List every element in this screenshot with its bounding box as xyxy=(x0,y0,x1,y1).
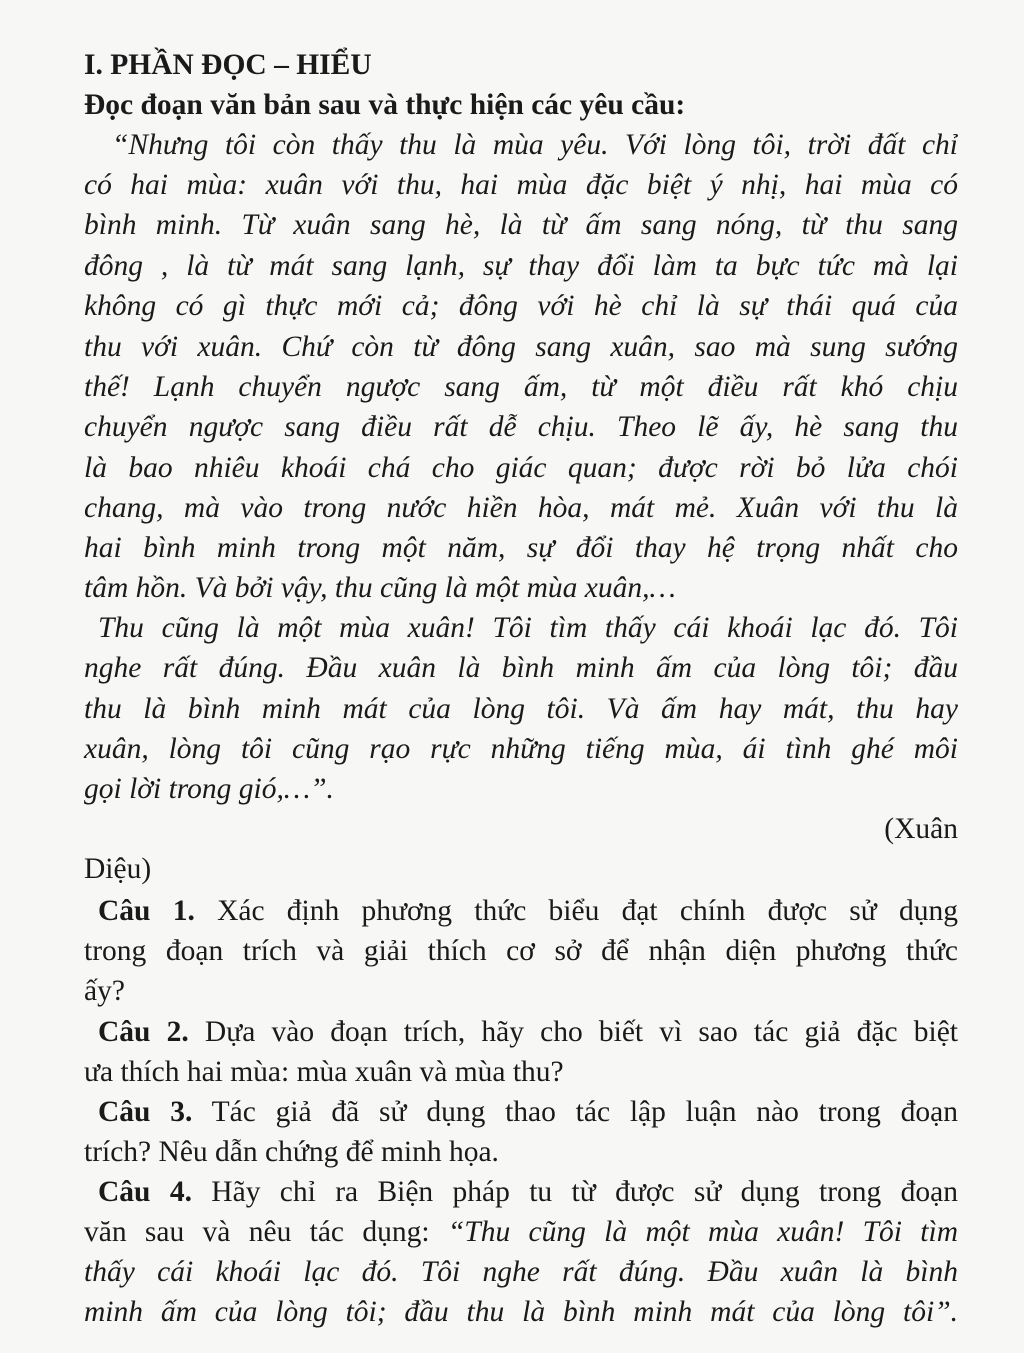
quoted-text: “Thu cũng là một mùa xuân! Tôi tìm xyxy=(447,1216,959,1248)
passage-line: thế! Lạnh chuyển ngược sang ấm, từ một điều rất khó chịu xyxy=(84,371,958,403)
question-3 xyxy=(98,1093,958,1131)
question-line: thấy cái khoái lạc đó. Tôi nghe rất đúng. Đầu xuân là bình xyxy=(84,1256,958,1288)
passage-line: tâm hồn. Và bởi vậy, thu cũng là một mùa xuân,… xyxy=(84,572,676,604)
passage-line: bình minh. Từ xuân sang hè, là từ ấm sang nóng, từ thu sang xyxy=(84,209,958,241)
passage-line: chuyển ngược sang điều rất dễ chịu. Theo lẽ ấy, hè sang thu xyxy=(84,411,958,443)
passage-line: chang, mà vào trong nước hiền hòa, mát mẻ. Xuân với thu là xyxy=(84,492,958,524)
question-label: Câu 4. xyxy=(98,1176,192,1208)
question-1 xyxy=(98,892,958,930)
attribution-author: (Xuân xyxy=(884,813,958,845)
question-text: Dựa vào đoạn trích, hãy cho biết vì sao tác giả đặc biệt xyxy=(188,1016,959,1048)
passage-line: là bao nhiêu khoái chá cho giác quan; được rời bỏ lửa chói xyxy=(84,452,958,484)
passage-line: thu với xuân. Chứ còn từ đông sang xuân, sao mà sung sướng xyxy=(84,331,958,363)
question-2 xyxy=(98,1013,958,1051)
passage-line: có hai mùa: xuân với thu, hai mùa đặc biệt ý nhị, hai mùa có xyxy=(84,169,958,201)
passage-line: thu là bình minh mát của lòng tôi. Và ấm hay mát, thu hay xyxy=(84,693,958,725)
question-line xyxy=(84,1213,958,1251)
section-title: I. PHẦN ĐỌC – HIỂU xyxy=(84,49,372,81)
question-label: Câu 3. xyxy=(98,1096,193,1128)
passage-line: đông , là từ mát sang lạnh, sự thay đổi làm ta bực tức mà lại xyxy=(84,250,958,282)
question-line: ưa thích hai mùa: mùa xuân và mùa thu? xyxy=(84,1056,564,1088)
passage-line: gọi lời trong gió,…”. xyxy=(84,773,334,805)
passage-line: hai bình minh trong một năm, sự đổi thay hệ trọng nhất cho xyxy=(84,532,958,564)
question-label: Câu 2. xyxy=(98,1016,189,1048)
passage-line: “Nhưng tôi còn thấy thu là mùa yêu. Với lòng tôi, trời đất chỉ xyxy=(112,129,958,161)
question-text: văn sau và nêu tác dụng: xyxy=(84,1216,448,1248)
question-line: trong đoạn trích và giải thích cơ sở để nhận diện phương thức xyxy=(84,935,958,967)
question-text: Hãy chỉ ra Biện pháp tu từ được sử dụng trong đoạn xyxy=(191,1176,959,1208)
question-text: Tác giả đã sử dụng thao tác lập luận nào trong đoạn xyxy=(192,1096,958,1128)
question-text: Xác định phương thức biểu đạt chính được sử dụng xyxy=(194,895,958,927)
question-label: Câu 1. xyxy=(98,895,195,927)
instruction: Đọc đoạn văn bản sau và thực hiện các yêu cầu: xyxy=(84,89,686,121)
passage-line: nghe rất đúng. Đầu xuân là bình minh ấm của lòng tôi; đầu xyxy=(84,652,958,684)
question-line: trích? Nêu dẫn chứng để minh họa. xyxy=(84,1136,499,1168)
passage-line: không có gì thực mới cả; đông với hè chỉ là sự thái quá của xyxy=(84,290,958,322)
question-4 xyxy=(98,1173,958,1211)
question-line: ấy? xyxy=(84,975,125,1007)
passage-line: Thu cũng là một mùa xuân! Tôi tìm thấy cái khoái lạc đó. Tôi xyxy=(98,612,958,644)
attribution-author-cont: Diệu) xyxy=(84,853,152,885)
passage-line: xuân, lòng tôi cũng rạo rực những tiếng mùa, ái tình ghé môi xyxy=(84,733,958,765)
question-line: minh ấm của lòng tôi; đầu thu là bình minh mát của lòng tôi”. xyxy=(84,1296,958,1328)
